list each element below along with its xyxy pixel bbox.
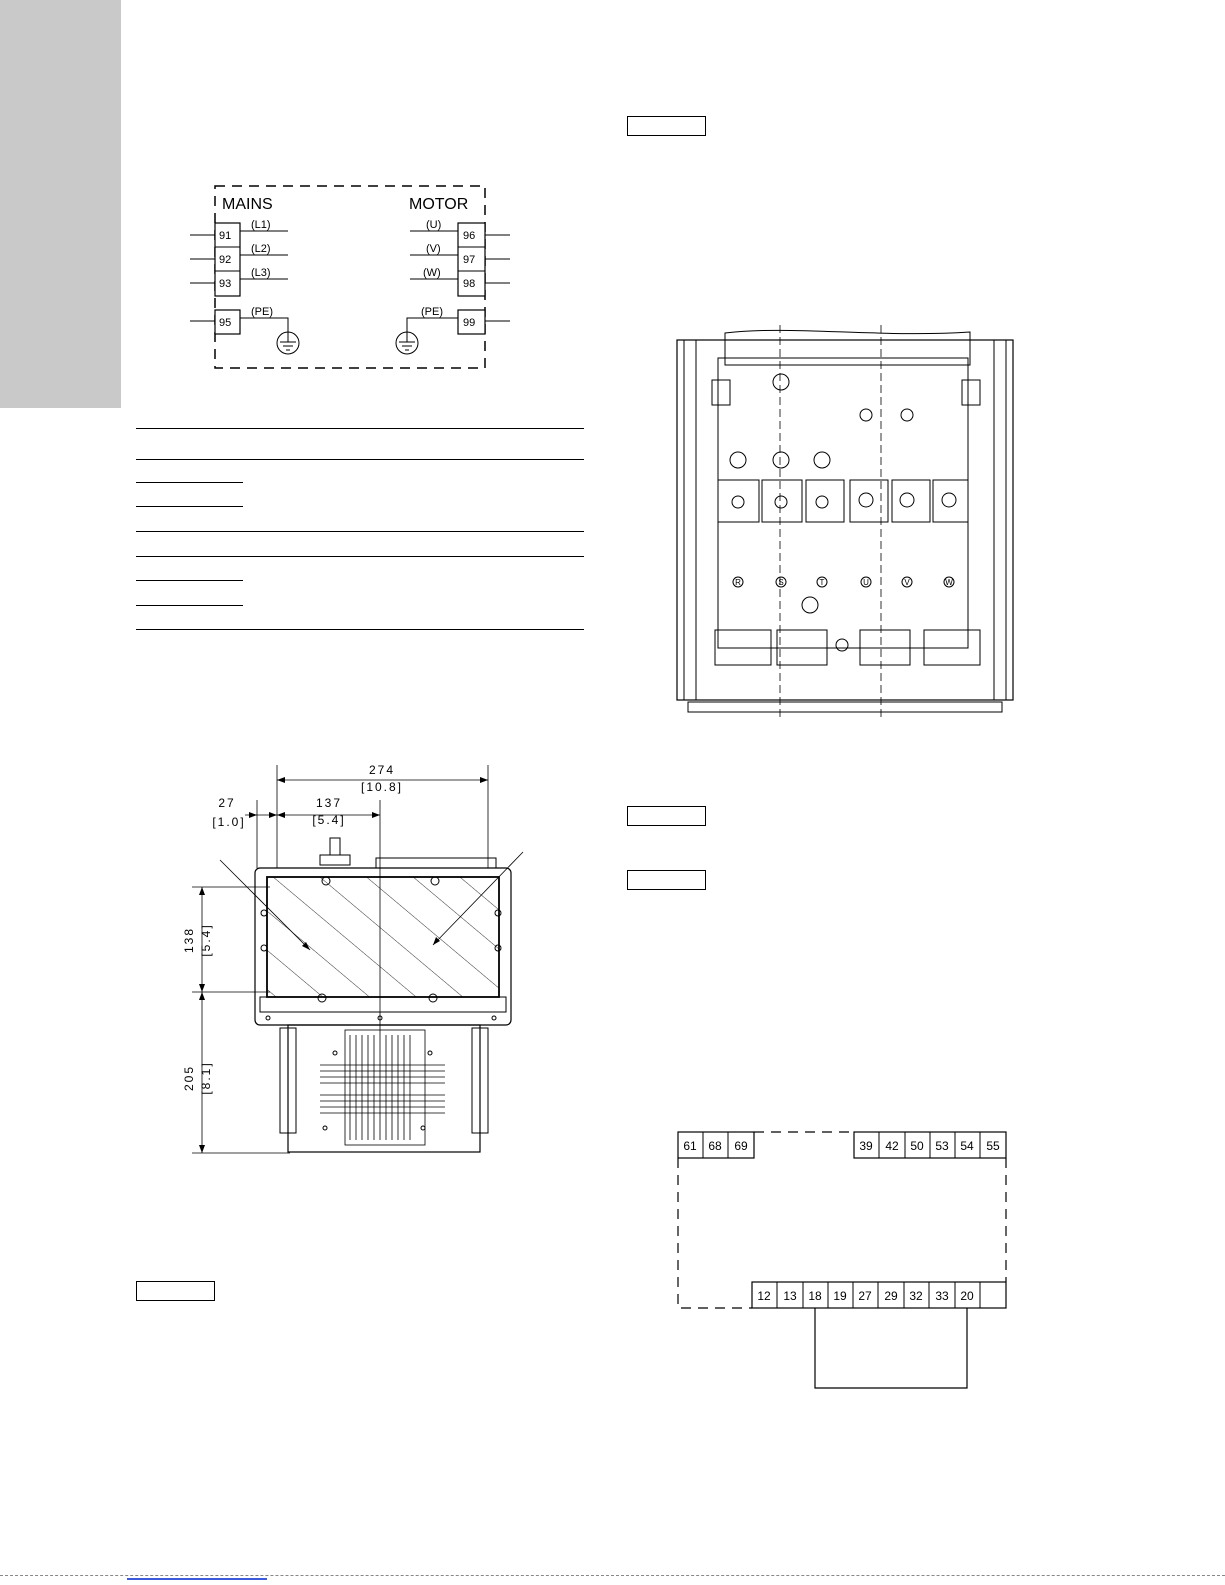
mains-line-label-l2: (L2) — [251, 243, 271, 255]
caption-box — [627, 116, 706, 136]
terminal-marker-w: W — [945, 578, 953, 587]
caption-box — [627, 806, 706, 826]
section-tab — [0, 0, 121, 408]
mains-terminal-92: 92 — [219, 254, 232, 266]
control-terminal-55: 55 — [986, 1139, 1000, 1153]
control-terminal-27: 27 — [858, 1289, 872, 1303]
control-terminal-13: 13 — [783, 1289, 797, 1303]
table-rule — [136, 506, 243, 507]
control-terminal-50: 50 — [910, 1139, 924, 1153]
terminal-marker-t: T — [819, 578, 825, 587]
caption-box — [136, 1281, 215, 1301]
control-terminal-12: 12 — [757, 1289, 771, 1303]
caption-box — [627, 870, 706, 890]
motor-terminal-98: 98 — [463, 278, 476, 290]
motor-line-label-pe: (PE) — [421, 306, 443, 318]
terminal-marker-u: U — [863, 578, 869, 587]
control-terminal-18: 18 — [808, 1289, 822, 1303]
motor-terminal-96: 96 — [463, 230, 476, 242]
motor-label: MOTOR — [409, 196, 469, 213]
table-rule — [136, 459, 584, 460]
power-terminal-block-drawing — [670, 320, 1020, 720]
terminal-marker-r: R — [735, 578, 741, 587]
dim-center-in: [5.4] — [312, 813, 346, 827]
control-terminal-53: 53 — [935, 1139, 949, 1153]
control-terminal-19: 19 — [833, 1289, 847, 1303]
terminal-marker-s: S — [778, 578, 784, 587]
control-terminal-20: 20 — [960, 1289, 974, 1303]
motor-terminal-99: 99 — [463, 317, 476, 329]
dim-height-lower-in: [8.1] — [199, 1061, 213, 1095]
control-terminal-32: 32 — [909, 1289, 923, 1303]
enclosure-dimension-drawing — [180, 760, 540, 1165]
control-terminal-61: 61 — [683, 1139, 697, 1153]
table-rule — [136, 482, 243, 483]
control-terminal-29: 29 — [884, 1289, 898, 1303]
table-rule — [136, 531, 584, 532]
mains-line-label-l3: (L3) — [251, 267, 271, 279]
motor-line-label-w: (W) — [423, 267, 441, 279]
table-rule — [136, 556, 584, 557]
terminal-marker-v: V — [904, 578, 910, 587]
table-rule — [136, 605, 243, 606]
mains-terminal-93: 93 — [219, 278, 232, 290]
control-terminal-42: 42 — [885, 1139, 899, 1153]
motor-line-label-u: (U) — [426, 219, 442, 231]
control-terminal-68: 68 — [708, 1139, 722, 1153]
control-terminal-33: 33 — [935, 1289, 949, 1303]
dim-height-upper-in: [5.4] — [199, 923, 213, 957]
mains-terminal-95: 95 — [219, 317, 232, 329]
table-rule — [136, 629, 584, 630]
mains-line-label-l1: (L1) — [251, 219, 271, 231]
table-rule — [136, 428, 584, 429]
control-terminal-39: 39 — [859, 1139, 873, 1153]
motor-line-label-v: (V) — [426, 243, 441, 255]
control-terminal-54: 54 — [960, 1139, 974, 1153]
motor-terminal-97: 97 — [463, 254, 476, 266]
mains-label: MAINS — [222, 196, 273, 213]
dim-center: 137 — [315, 796, 343, 810]
control-terminal-diagram — [670, 1125, 1015, 1395]
dim-offset-left-in: [1.0] — [212, 815, 246, 829]
mains-terminal-91: 91 — [219, 230, 232, 242]
mains-motor-wiring-diagram — [180, 180, 520, 375]
table-rule — [136, 580, 243, 581]
dim-width-total: 274 — [368, 763, 396, 777]
dim-height-upper: 138 — [182, 926, 196, 954]
dim-width-total-in: [10.8] — [360, 780, 404, 794]
dim-height-lower: 205 — [182, 1064, 196, 1092]
mains-line-label-pe: (PE) — [251, 306, 273, 318]
dim-offset-left: 27 — [218, 796, 236, 810]
footer-divider — [0, 1575, 1225, 1576]
footer-link-underline[interactable] — [127, 1578, 267, 1580]
control-terminal-69: 69 — [734, 1139, 748, 1153]
